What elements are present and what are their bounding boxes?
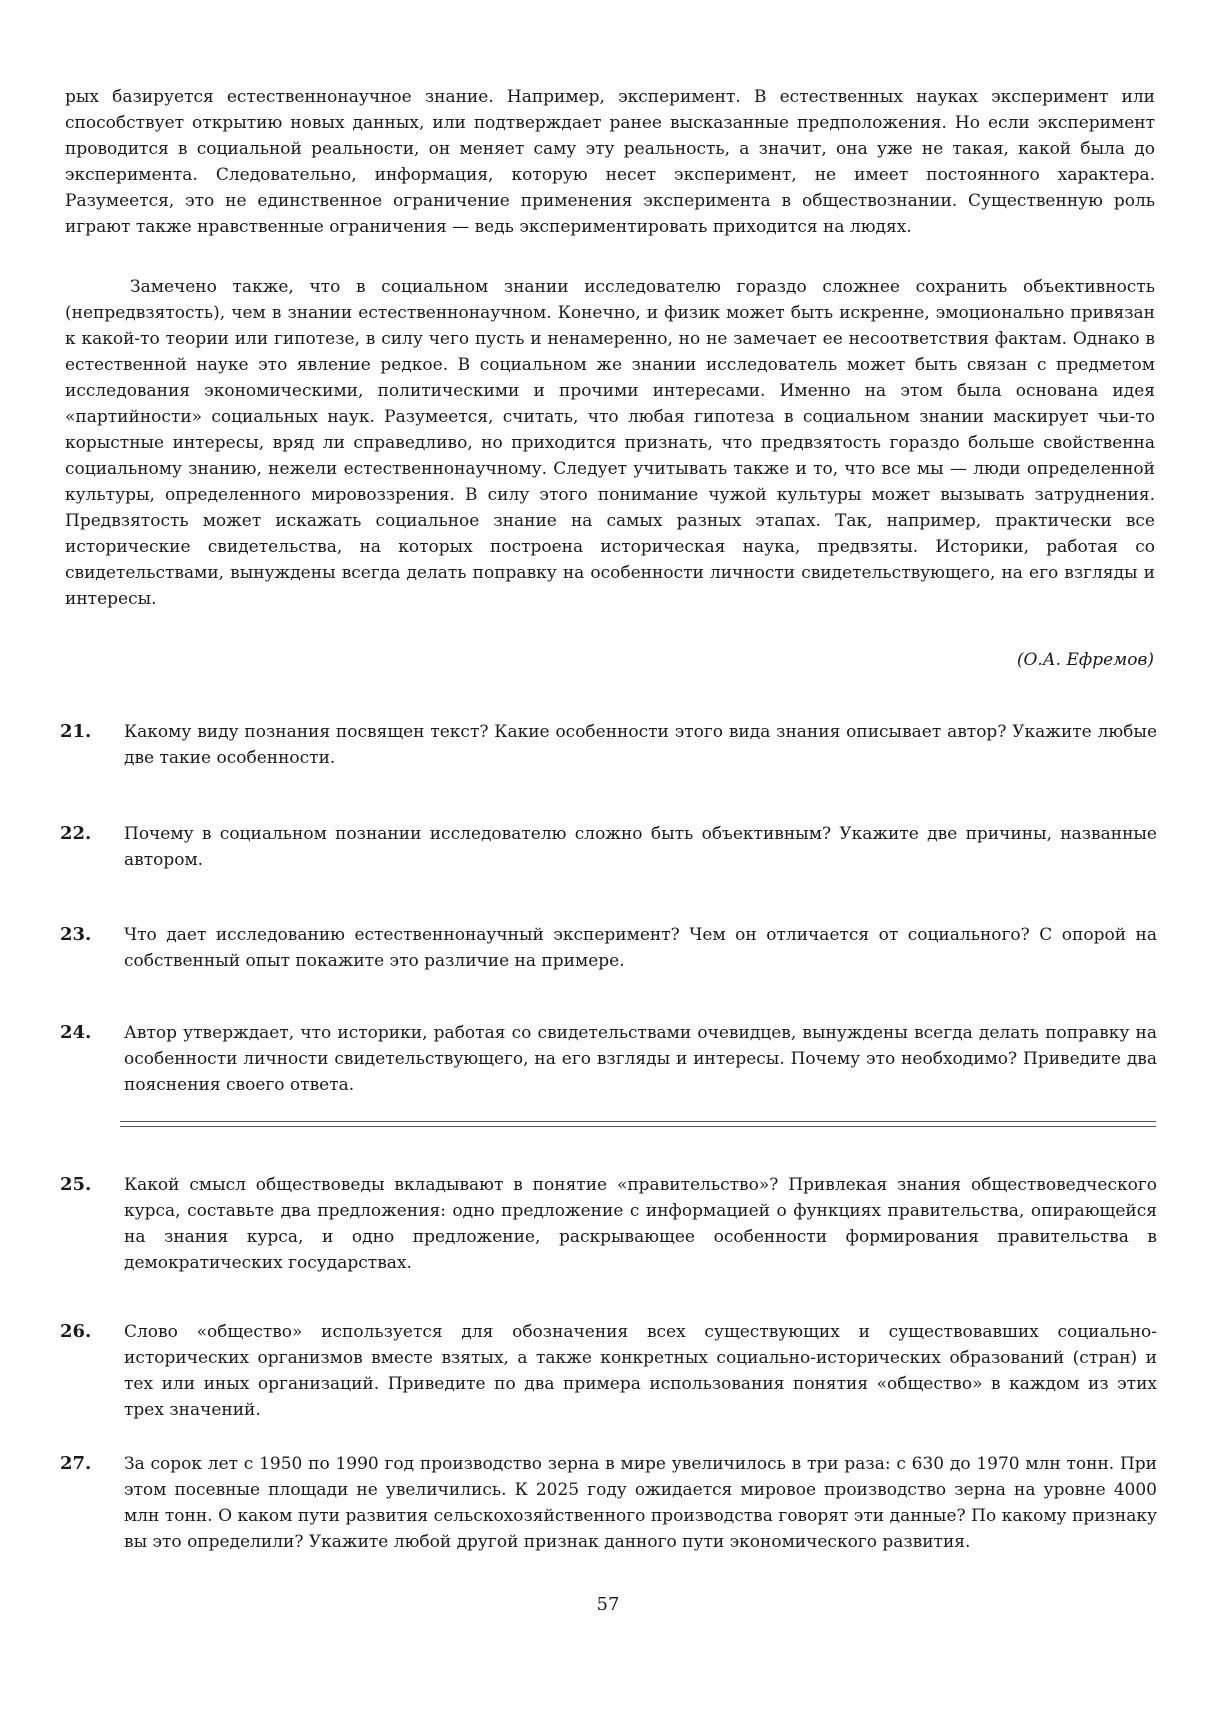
question-21 bbox=[60, 719, 1157, 771]
question-text: Слово «общество» используется для обозначения всех существующих и существовавших социально-исторических организмов вместе взятых, а также конкретных социально-исторических образований (стран) и тех или иных организаций. Приведите по два примера использования понятия «общество» в каждом из этих трех значений. bbox=[124, 1322, 1157, 1420]
question-text: Автор утверждает, что историки, работая со свидетельствами очевидцев, вынуждены всегда делать поправку на особенности личности свидетельствующего, на его взгляды и интересы. Почему это необходимо? Приведите два пояснения своего ответа. bbox=[124, 1023, 1157, 1095]
question-number: 25. bbox=[60, 1174, 92, 1195]
question-number: 22. bbox=[60, 823, 92, 844]
passage-source: (О.А. Ефремов) bbox=[1016, 650, 1154, 670]
question-number: 23. bbox=[60, 924, 92, 945]
question-number: 27. bbox=[60, 1453, 92, 1474]
question-23 bbox=[60, 922, 1157, 974]
page-number: 57 bbox=[596, 1594, 620, 1615]
question-24 bbox=[60, 1020, 1157, 1098]
question-number: 26. bbox=[60, 1321, 92, 1342]
question-27 bbox=[60, 1451, 1157, 1555]
question-text: Почему в социальном познании исследователю сложно быть объективным? Укажите две причины, названные автором. bbox=[124, 824, 1157, 870]
question-text: Что дает исследованию естественнонаучный эксперимент? Чем он отличается от социального? С опорой на собственный опыт покажите это различие на примере. bbox=[124, 925, 1157, 971]
passage-paragraph-1 bbox=[65, 84, 1155, 240]
passage-paragraph-1-text: рых базируется естественнонаучное знание. Например, эксперимент. В естественных науках эксперимент или способствует открытию новых данных, или подтверждает ранее высказанные предположения. Но если эксперимент проводится в социальной реальности, он меняет саму эту реальность, а значит, она уже не такая, какой была до эксперимента. Следовательно, информация, которую несет эксперимент, не имеет постоянного характера. Разумеется, это не единственное ограничение применения эксперимента в обществознании. Существенную роль играют также нравственные ограничения — ведь экспериментировать приходится на людях. bbox=[65, 87, 1155, 237]
question-number: 24. bbox=[60, 1022, 92, 1043]
question-number: 21. bbox=[60, 721, 92, 742]
passage-paragraph-2 bbox=[65, 274, 1155, 612]
question-text: За сорок лет с 1950 по 1990 год производство зерна в мире увеличилось в три раза: с 630 до 1970 млн тонн. При этом посевные площади не увеличились. К 2025 году ожидается мировое производство зерна на уровне 4000 млн тонн. О каком пути развития сельскохозяйственного производства говорят эти данные? По какому признаку вы это определили? Укажите любой другой признак данного пути экономического развития. bbox=[124, 1454, 1157, 1552]
passage-paragraph-2-text: Замечено также, что в социальном знании исследователю гораздо сложнее сохранить объективность (непредвзятость), чем в знании естественнонаучном. Конечно, и физик может быть искренне, эмоционально привязан к какой-то теории или гипотезе, в силу чего пусть и ненамеренно, но не замечает ее несоответствия фактам. Однако в естественной науке это явление редкое. В социальном же знании исследователь может быть связан с предметом исследования экономическими, политическими и прочими интересами. Именно на этом была основана идея «партийности» социальных наук. Разумеется, считать, что любая гипотеза в социальном знании маскирует чьи-то корыстные интересы, вряд ли справедливо, но приходится признать, что предвзятость гораздо больше свойственна социальному знанию, нежели естественнонаучному. Следует учитывать также и то, что все мы — люди определенной культуры, определенного мировоззрения. В силу этого понимание чужой культуры может вызывать затруднения. Предвзятость может искажать социальное знание на самых разных этапах. Так, например, практически все исторические свидетельства, на которых построена историческая наука, предвзяты. Историки, работая со свидетельствами, вынуждены всегда делать поправку на особенности личности свидетельствующего, на его взгляды и интересы. bbox=[65, 277, 1155, 609]
question-26 bbox=[60, 1319, 1157, 1423]
question-text: Какой смысл обществоведы вкладывают в понятие «правительство»? Привлекая знания обществоведческого курса, составьте два предложения: одно предложение с информацией о функциях правительства, опирающейся на знания курса, и одно предложение, раскрывающее особенности формирования правительства в демократических государствах. bbox=[124, 1175, 1157, 1273]
question-text: Какому виду познания посвящен текст? Какие особенности этого вида знания описывает автор? Укажите любые две такие особенности. bbox=[124, 722, 1157, 768]
question-25 bbox=[60, 1172, 1157, 1276]
question-22 bbox=[60, 821, 1157, 873]
section-divider bbox=[120, 1121, 1156, 1127]
